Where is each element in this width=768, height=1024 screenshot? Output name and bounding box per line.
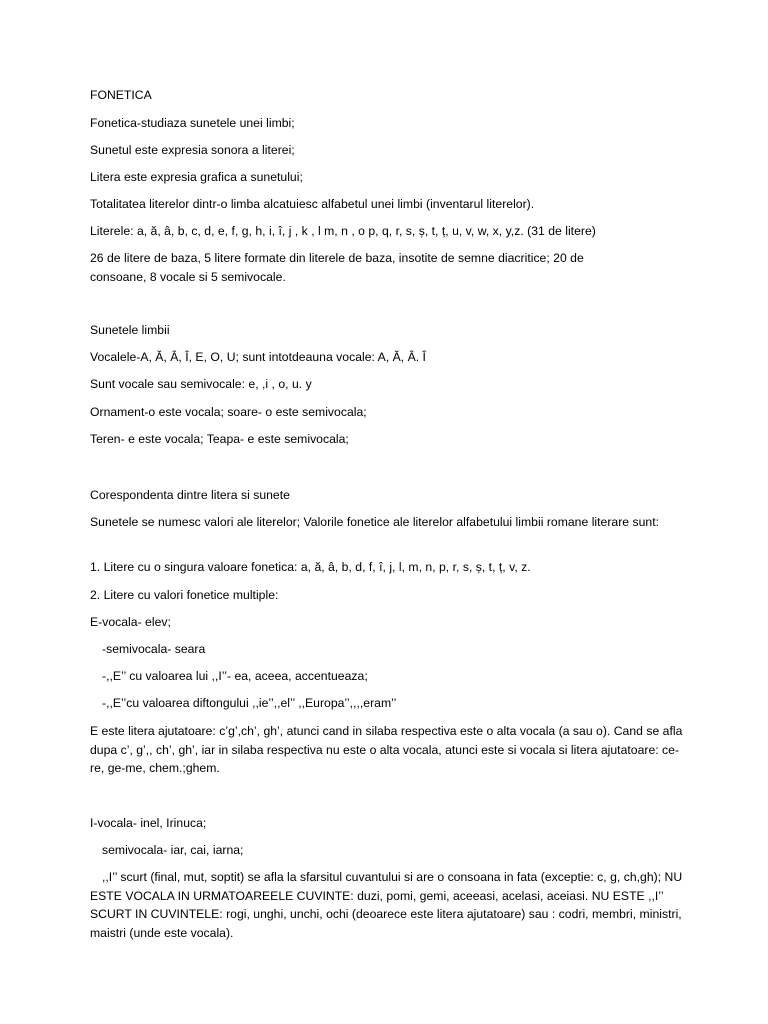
paragraph: Vocalele-A, Ă, Â, Î, E, O, U; sunt intotdeauna vocale: A, Ă, Â. Î bbox=[90, 350, 426, 364]
paragraph: Teren- e este vocala; Teapa- e este semivocala; bbox=[90, 432, 349, 446]
section-heading: Sunetele limbii bbox=[90, 323, 170, 337]
paragraph: Sunetele se numesc valori ale literelor; Valorile fonetice ale literelor alfabetului limbii romane literare sunt: bbox=[90, 515, 660, 529]
paragraph: 26 de litere de baza, 5 litere formate din literele de baza, insotite de semne diacritice; 20 de consoane, 8 vocale si 5 semivocale. bbox=[90, 251, 584, 284]
paragraph: ,,I’’ scurt (final, mut, soptit) se afla la sfarsitul cuvantului si are o consoana in fata (exceptie: c, g, ch,gh); NU ESTE VOCALA IN URMATOAREELE CUVINTE: duzi, pomi, gemi, aceeasi, acelasi, aceiasi. NU ESTE ,,I’’ SCURT IN CUVINTELE: rogi, unghi, unchi, ochi (deoarece este litera ajutatoare) sau : codri, membri, ministri, maistri (unde este vocala). bbox=[90, 870, 683, 940]
indented-line: -,,E’’ cu valoarea lui ,,I’’- ea, aceea, accentueaza; bbox=[102, 669, 368, 683]
paragraph: Litera este expresia grafica a sunetului; bbox=[90, 170, 303, 184]
paragraph: I-vocala- inel, Irinuca; bbox=[90, 816, 207, 830]
document-title: FONETICA bbox=[90, 88, 152, 102]
numbered-item: 2. Litere cu valori fonetice multiple: bbox=[90, 588, 279, 602]
indented-line: -,,E’’cu valoarea diftongului ,,ie’’,,el’’ ,,Europa’’,,,,eram’’ bbox=[102, 696, 397, 710]
indented-line: semivocala- iar, cai, iarna; bbox=[102, 843, 244, 857]
paragraph: E este litera ajutatoare: c’g’,ch’, gh’, atunci cand in silaba respectiva este o alta vocala (a sau o). Cand se afla dupa c’, g’,, ch’, gh’, iar in silaba respectiva nu este o alta vocala, atunci este si vocala si litera ajutatoare: ce-re, ge-me, chem.;ghem. bbox=[90, 724, 683, 775]
indented-line: -semivocala- seara bbox=[102, 642, 206, 656]
paragraph: Ornament-o este vocala; soare- o este semivocala; bbox=[90, 405, 367, 419]
paragraph: E-vocala- elev; bbox=[90, 615, 171, 629]
section-heading: Corespondenta dintre litera si sunete bbox=[90, 488, 290, 502]
paragraph: Fonetica-studiaza sunetele unei limbi; bbox=[90, 116, 295, 130]
paragraph: Totalitatea literelor dintr-o limba alcatuiesc alfabetul unei limbi (inventarul literelor). bbox=[90, 197, 535, 211]
paragraph: Sunt vocale sau semivocale: e, ,i , o, u. y bbox=[90, 377, 312, 391]
paragraph: Sunetul este expresia sonora a literei; bbox=[90, 143, 295, 157]
numbered-item: 1. Litere cu o singura valoare fonetica: a, ă, â, b, d, f, î, j, l, m, n, p, r, s, ș, t, ț, v, z. bbox=[90, 560, 531, 574]
paragraph: Literele: a, ă, â, b, c, d, e, f, g, h, i, î, j , k , l m, n , o p, q, r, s, ș, t, ț, u, v, w, x, y,z. (31 de litere) bbox=[90, 224, 596, 238]
